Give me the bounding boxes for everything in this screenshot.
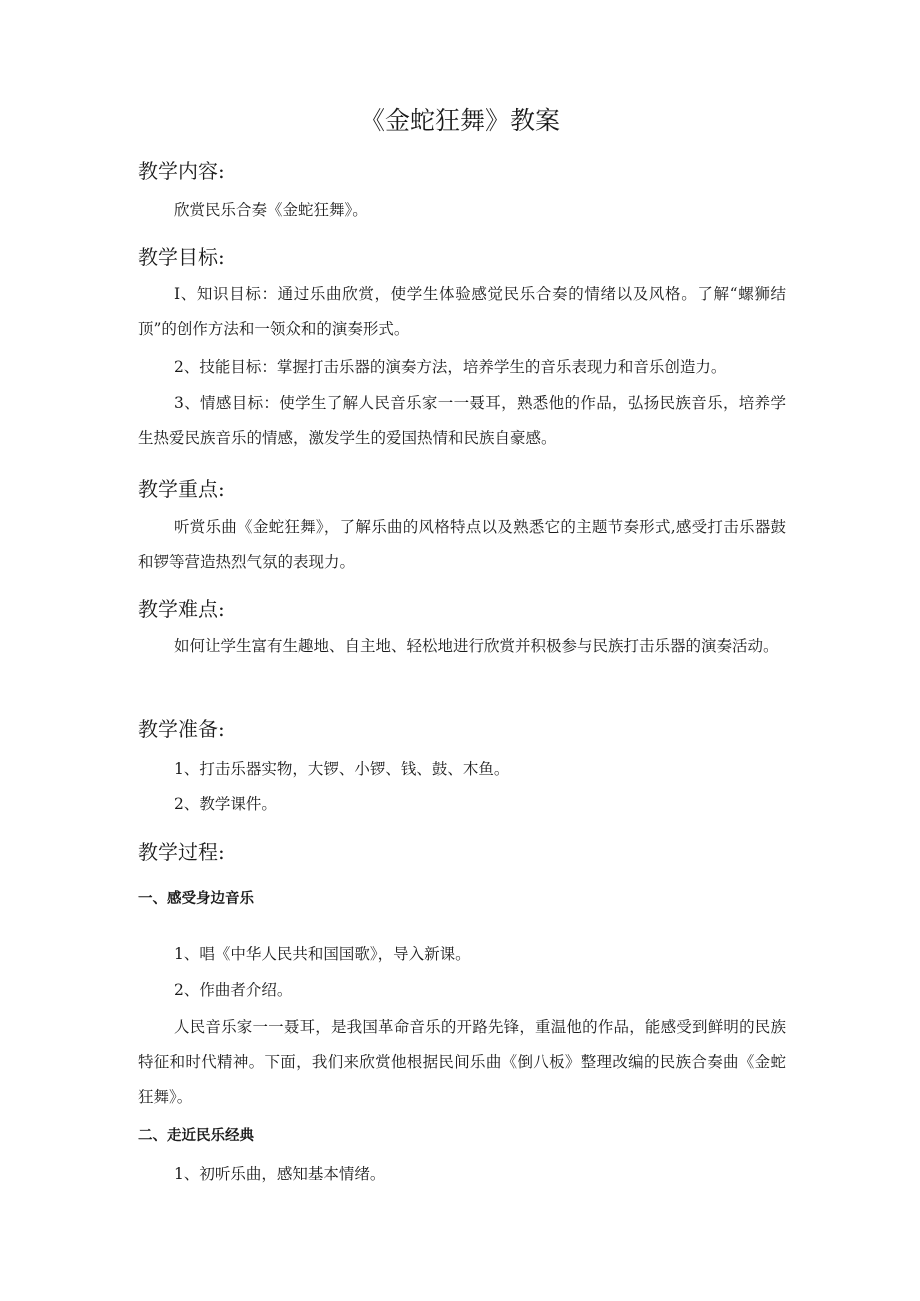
process-part1-step-2: 2、作曲者介绍。 xyxy=(174,981,293,999)
content-paragraph: 欣赏民乐合奏《金蛇狂舞》。 xyxy=(174,201,368,219)
document-title: 《金蛇狂舞》教案 xyxy=(359,106,560,135)
goal-skill-paragraph: 2、技能目标：掌握打击乐器的演奏方法，培养学生的音乐表现力和音乐创造力。 xyxy=(174,358,727,376)
difficulties-paragraph: 如何让学生富有生趣地、自主地、轻松地进行欣赏并积极参与民族打击乐器的演奏活动。 xyxy=(174,637,779,655)
heading-difficulties: 教学难点: xyxy=(138,597,225,621)
key-points-paragraph: 听赏乐曲《金蛇狂舞》，了解乐曲的风格特点以及熟悉它的主题节奏形式,感受打击乐器鼓和锣等营造热烈气氛的表现力。 xyxy=(138,518,786,571)
preparation-item-2: 2、教学课件。 xyxy=(174,795,277,813)
heading-preparation: 教学准备: xyxy=(138,717,225,741)
preparation-item-1: 1、打击乐器实物，大锣、小锣、钱、鼓、木鱼。 xyxy=(174,760,510,778)
heading-key-points: 教学重点: xyxy=(138,477,225,501)
goal-emotion-paragraph: 3、情感目标：使学生了解人民音乐家一一聂耳，熟悉他的作品，弘扬民族音乐，培养学生热爱民族音乐的情感，激发学生的爱国热情和民族自豪感。 xyxy=(138,394,786,447)
composer-intro-paragraph: 人民音乐家一一聂耳，是我国革命音乐的开路先锋，重温他的作品，能感受到鲜明的民族特征和时代精神。下面，我们来欣赏他根据民间乐曲《倒八板》整理改编的民族合奏曲《金蛇狂舞》。 xyxy=(138,1018,786,1106)
process-part2-step-1: 1、初听乐曲，感知基本情绪。 xyxy=(174,1165,386,1183)
heading-process: 教学过程: xyxy=(138,840,225,864)
process-part1-title: 一、感受身边音乐 xyxy=(138,891,254,907)
heading-teaching-goals: 教学目标: xyxy=(138,245,225,269)
heading-teaching-content: 教学内容: xyxy=(138,159,225,183)
goal-knowledge-paragraph: I、知识目标：通过乐曲欣赏，使学生体验感觉民乐合奏的情绪以及风格。了解“螺狮结顶”的创作方法和一领众和的演奏形式。 xyxy=(138,285,786,338)
process-part1-step-1: 1、唱《中华人民共和国国歌》，导入新课。 xyxy=(174,945,471,963)
process-part2-title: 二、走近民乐经典 xyxy=(138,1128,254,1144)
